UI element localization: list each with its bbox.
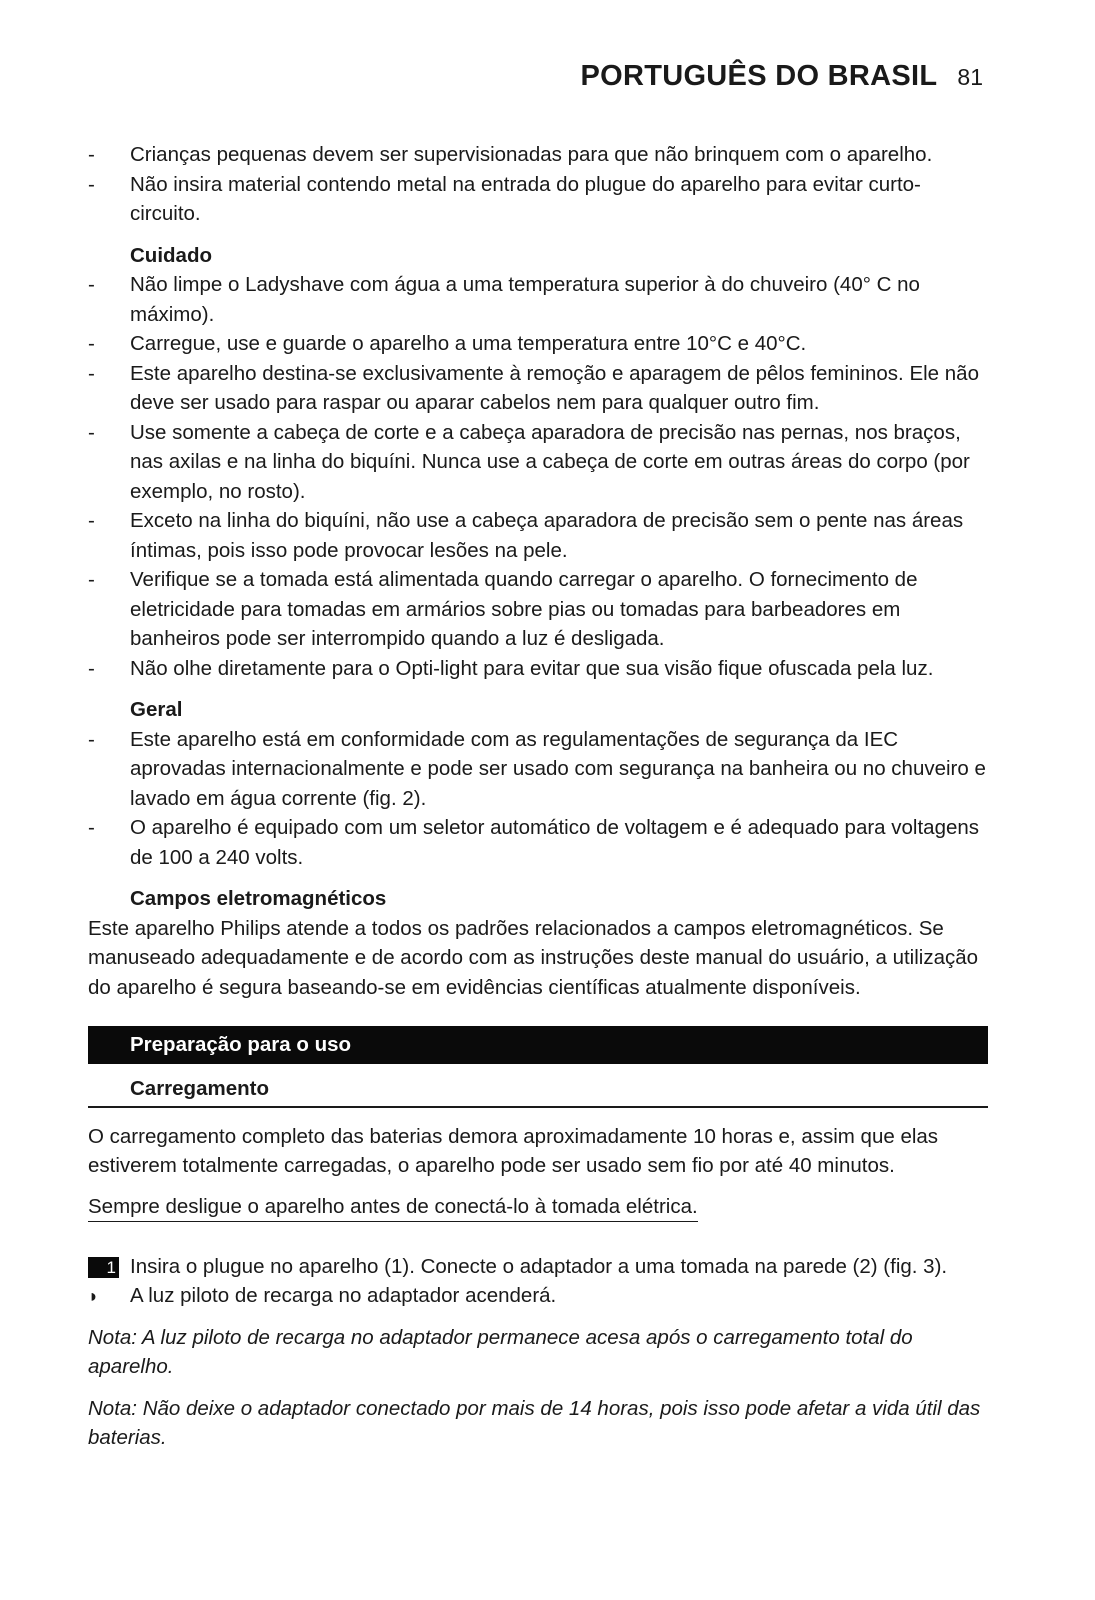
step-result xyxy=(88,1281,988,1311)
step-1 xyxy=(88,1252,988,1282)
list-item: - Não olhe diretamente para o Opti-light para evitar que sua visão fique ofuscada pela luz. xyxy=(88,654,988,684)
warning-text: Sempre desligue o aparelho antes de conectá-lo à tomada elétrica. xyxy=(88,1193,698,1222)
language-title: PORTUGUÊS DO BRASIL xyxy=(580,60,938,92)
step-text: Insira o plugue no aparelho (1). Conecte o adaptador a uma tomada na parede (2) (fig. 3). xyxy=(130,1254,948,1278)
geral-heading: Geral xyxy=(130,698,183,721)
page-number: 81 xyxy=(957,64,983,90)
campos-paragraph: Este aparelho Philips atende a todos os padrões relacionados a campos eletromagnéticos. Se manuseado adequadamente e de acordo com as instruções deste manual do usuário, a utilização do aparelho é segura baseando-se em evidências científicas atualmente disponíveis. xyxy=(88,916,979,999)
step-number-badge: 1 xyxy=(88,1257,119,1278)
list-item: - Este aparelho está em conformidade com as regulamentações de segurança da IEC aprovadas internacionalmente e pode ser usado com segurança na banheira ou no chuveiro e lavado em água corrente (fig. 2). xyxy=(88,725,988,814)
charging-paragraph: O carregamento completo das baterias demora aproximadamente 10 horas e, assim que elas estiverem totalmente carregadas, o aparelho pode ser usado sem fio por até 40 minutos. xyxy=(88,1124,939,1177)
list-item: - Carregue, use e guarde o aparelho a uma temperatura entre 10°C e 40°C. xyxy=(88,329,988,359)
geral-list xyxy=(88,725,988,873)
cuidado-list xyxy=(88,270,988,683)
list-item: - Verifique se a tomada está alimentada quando carregar o aparelho. O fornecimento de eletricidade para tomadas em armários sobre pias ou tomadas para barbeadores em banheiros pode ser interrompido quando a luz é desligada. xyxy=(88,565,988,654)
campos-heading: Campos eletromagnéticos xyxy=(130,887,387,910)
result-arrow-icon: ◗ xyxy=(88,1286,99,1306)
section-title-bar: Preparação para o uso xyxy=(88,1026,988,1064)
page-header xyxy=(580,60,983,93)
list-item: - Não insira material contendo metal na entrada do plugue do aparelho para evitar curto-circuito. xyxy=(88,170,988,229)
list-item: - Crianças pequenas devem ser supervisionadas para que não brinquem com o aparelho. xyxy=(88,140,988,170)
result-text: A luz piloto de recarga no adaptador acenderá. xyxy=(130,1284,557,1307)
note-1: Nota: A luz piloto de recarga no adaptador permanece acesa após o carregamento total do aparelho. xyxy=(88,1325,913,1378)
list-item: - Este aparelho destina-se exclusivamente à remoção e aparagem de pêlos femininos. Ele não deve ser usado para raspar ou aparar cabelos nem para qualquer outro fim. xyxy=(88,359,988,418)
list-item: - O aparelho é equipado com um seletor automático de voltagem e é adequado para voltagens de 100 a 240 volts. xyxy=(88,813,988,872)
cuidado-heading: Cuidado xyxy=(130,243,212,267)
carregamento-heading: Carregamento xyxy=(88,1074,988,1108)
intro-list xyxy=(88,140,988,229)
page-content xyxy=(88,140,988,1453)
list-item: - Exceto na linha do biquíni, não use a cabeça aparadora de precisão sem o pente nas áreas íntimas, pois isso pode provocar lesões na pele. xyxy=(88,506,988,565)
note-2: Nota: Não deixe o adaptador conectado por mais de 14 horas, pois isso pode afetar a vida útil das baterias. xyxy=(88,1396,981,1449)
list-item: - Use somente a cabeça de corte e a cabeça aparadora de precisão nas pernas, nos braços, nas axilas e na linha do biquíni. Nunca use a cabeça de corte em outras áreas do corpo (por exemplo, no rosto). xyxy=(88,418,988,507)
list-item: - Não limpe o Ladyshave com água a uma temperatura superior à do chuveiro (40° C no máximo). xyxy=(88,270,988,329)
